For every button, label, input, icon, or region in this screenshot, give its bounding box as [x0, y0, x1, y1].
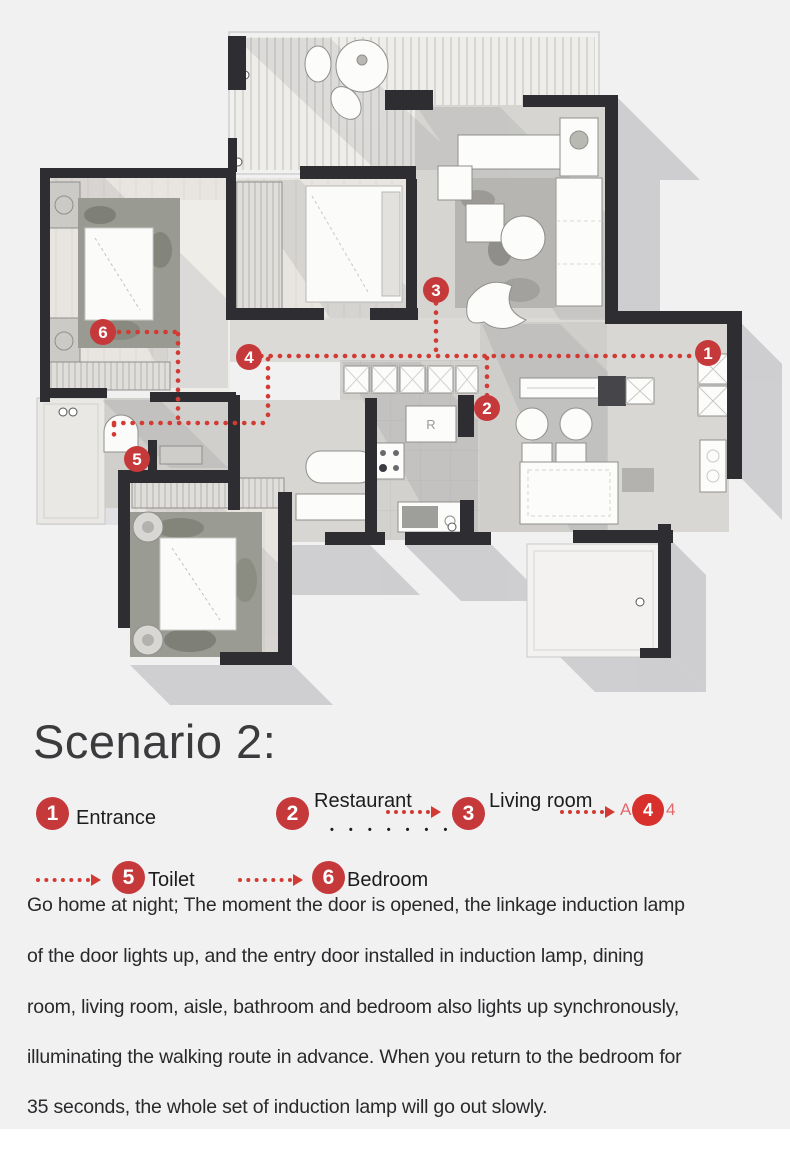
body-text-line: room, living room, aisle, bathroom and bedroom also lights up synchronously,	[27, 996, 680, 1018]
plant	[570, 131, 588, 149]
legend-label-toilet: Toilet	[148, 869, 195, 891]
legend-aisle-suffix: 4	[666, 800, 676, 819]
svg-text:3: 3	[431, 281, 441, 300]
master-wardrobe	[48, 362, 170, 390]
body-text-line: 35 seconds, the whole set of induction lamp will go out slowly.	[27, 1096, 548, 1118]
nightstand	[48, 318, 80, 364]
badge-5	[124, 446, 150, 472]
legend-restaurant-dots: • • • • • • •	[330, 824, 454, 836]
badge-2	[474, 395, 500, 421]
badge-6	[90, 319, 116, 345]
body-text-line: of the door lights up, and the entry door installed in induction lamp, dining	[27, 945, 644, 967]
sofa	[458, 135, 570, 169]
page-title: Scenario 2:	[33, 715, 277, 768]
legend-badge-6: 6	[312, 861, 345, 894]
bath-vanity	[296, 494, 368, 520]
pouf	[466, 204, 504, 242]
coffee-table	[501, 216, 545, 260]
stove	[374, 443, 404, 479]
cutting-board	[402, 506, 438, 528]
body-text-line: Go home at night; The moment the door is opened, the linkage induction lamp	[27, 894, 685, 916]
toilet-door-arc	[104, 415, 138, 452]
middle-wardrobe	[236, 182, 282, 314]
legend-badge-3: 3	[452, 797, 485, 830]
badge-4	[236, 344, 262, 370]
shoe-cabinet	[700, 440, 726, 492]
middle-bed-headboard	[382, 192, 400, 296]
nightstand	[48, 182, 80, 228]
toilet-sink	[160, 446, 202, 464]
body-text-line: illuminating the walking route in advance. When you return to the bedroom for	[27, 1046, 682, 1068]
dark-cabinet	[598, 376, 626, 406]
footer-strip	[0, 1129, 790, 1157]
route-arrow-icon	[36, 874, 101, 886]
svg-text:2: 2	[482, 399, 492, 418]
route-arrow-icon	[238, 874, 303, 886]
legend-label-bedroom: Bedroom	[347, 869, 429, 891]
pouf	[438, 166, 472, 200]
badge-3	[423, 277, 449, 303]
chaise	[556, 178, 602, 306]
route-arrow-icon	[560, 806, 615, 818]
bar-stools	[344, 366, 478, 393]
dining-chair	[560, 408, 592, 440]
badge-1	[695, 340, 721, 366]
legend-label-living-room: Living room	[489, 790, 593, 812]
lower-bed-duvet	[160, 538, 236, 630]
legend-label-restaurant: Restaurant	[314, 790, 412, 812]
svg-text:5: 5	[132, 450, 142, 469]
terrace-table	[336, 40, 388, 92]
dining-chair	[516, 408, 548, 440]
left-balcony-floor	[37, 398, 105, 524]
terrace-chair	[305, 46, 331, 82]
svg-text:1: 1	[703, 344, 713, 363]
fridge-label: R	[426, 417, 436, 432]
dining-table	[520, 462, 618, 524]
master-bed-duvet	[85, 228, 153, 320]
legend-label-entrance: Entrance	[76, 807, 157, 829]
svg-text:4: 4	[244, 348, 254, 367]
legend-badge-1: 1	[36, 797, 69, 830]
legend-badge-5: 5	[112, 861, 145, 894]
route-arrow-icon	[386, 806, 441, 818]
svg-text:6: 6	[98, 323, 108, 342]
legend-aisle-prefix: A	[620, 800, 632, 819]
bathtub	[306, 451, 374, 483]
legend-badge-2: 2	[276, 797, 309, 830]
serving-table	[622, 468, 654, 492]
legend-badge-4: 4	[632, 794, 664, 826]
